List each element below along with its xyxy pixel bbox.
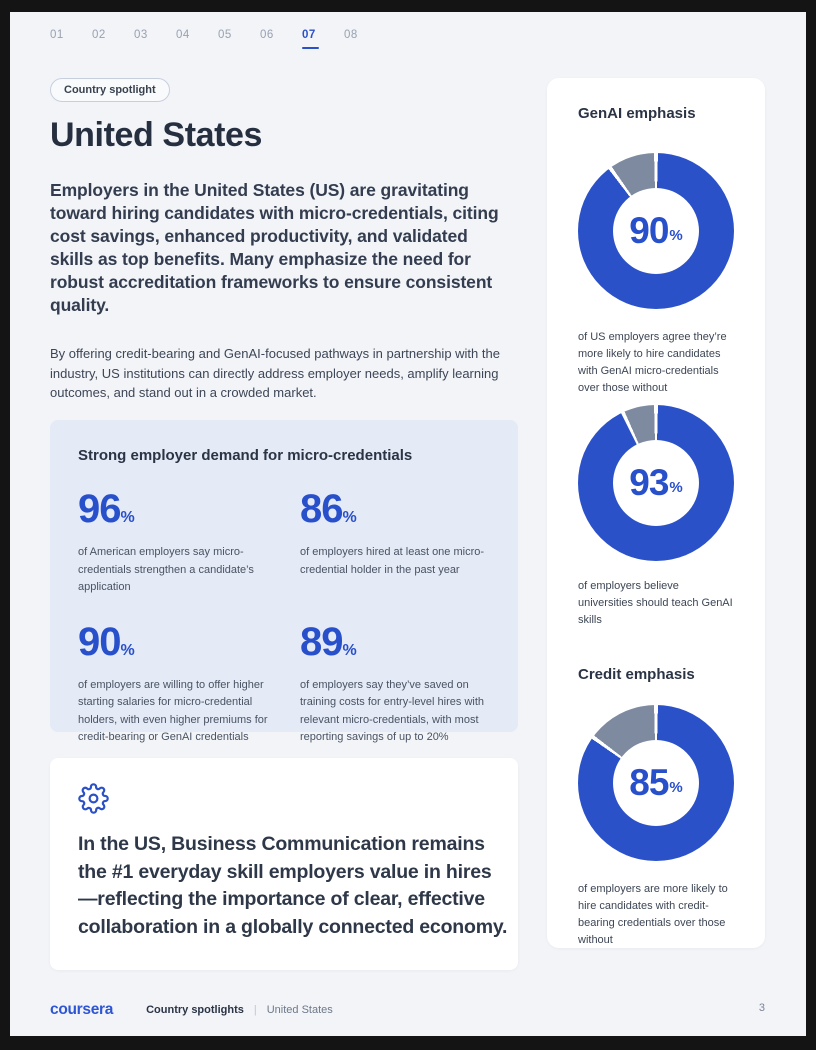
pagination-item-06[interactable]: 06	[260, 29, 274, 41]
donut-center-label: 85 %	[629, 762, 683, 803]
business-communication-callout	[50, 758, 518, 970]
page-number: 3	[758, 1002, 765, 1014]
callout-text: In the US, Business Communication remains the #1 everyday skill employers value in hires—reflecting the importance of clear, effective collaboration in a globally connected economy.	[78, 833, 508, 938]
stat-value: 96%	[78, 487, 135, 531]
stat-caption: of employers hired at least one micro-credential holder in the past year	[300, 546, 485, 576]
pagination-item-07[interactable]: 07	[302, 29, 344, 49]
gear-icon	[78, 783, 109, 814]
report-page	[10, 12, 806, 1036]
country-spotlight-badge: Country spotlight	[50, 78, 170, 102]
emphasis-sidebar-card	[547, 78, 765, 948]
percent-sign: %	[120, 641, 135, 659]
pagination-item-02[interactable]: 02	[92, 29, 106, 41]
donut-caption: of US employers agree they’re more likely to hire candidates with GenAI micro-credentials over those without	[578, 331, 727, 394]
percent-sign: %	[669, 478, 683, 496]
pagination-item-05[interactable]: 05	[218, 29, 232, 41]
stat-caption: of employers say they’ve saved on training costs for entry-level hires with relevant micro-credentials, with most reporting savings of up to 20%	[300, 678, 485, 743]
stat-item	[78, 489, 300, 597]
footer-section-label: Country spotlights	[146, 1004, 244, 1016]
stat-caption: of American employers say micro-credentials strengthen a candidate’s application	[78, 546, 254, 593]
percent-sign: %	[669, 226, 683, 244]
donut-center-label: 90 %	[629, 210, 683, 251]
panel-title: Strong employer demand for micro-credentials	[78, 447, 413, 464]
stat-item	[78, 619, 300, 747]
pagination-item-01[interactable]: 01	[50, 29, 64, 41]
donut-center-label: 93 %	[629, 462, 683, 503]
percent-sign: %	[342, 509, 357, 526]
credit-emphasis-heading: Credit emphasis	[578, 666, 695, 683]
donut-caption: of employers are more likely to hire candidates with credit-bearing credentials over those without	[578, 883, 728, 946]
stat-value: 90%	[78, 619, 135, 664]
stats-grid	[78, 489, 496, 747]
stat-value: 89%	[300, 619, 357, 664]
stat-item	[300, 489, 496, 597]
page-title: United States	[50, 116, 263, 154]
footer-page-label: United States	[266, 1004, 333, 1016]
employer-demand-panel	[50, 420, 518, 743]
pagination-item-03[interactable]: 03	[134, 29, 148, 41]
page-footer	[50, 1001, 333, 1019]
pagination-item-04[interactable]: 04	[176, 29, 190, 41]
donut-chart-genai-universities	[578, 405, 734, 561]
percent-sign: %	[342, 641, 357, 659]
genai-emphasis-heading: GenAI emphasis	[578, 105, 696, 122]
stat-value: 86%	[300, 487, 357, 531]
donut-chart-genai-hiring	[578, 153, 734, 309]
donut-chart-credit-hiring	[578, 705, 734, 861]
percent-sign: %	[669, 778, 683, 796]
intro-body-paragraph: By offering credit-bearing and GenAI-focused pathways in partnership with the industry, US institutions can directly address employer needs, amplify learning outcomes, and stand out in a crowded market.	[50, 346, 500, 400]
page-pagination	[50, 29, 386, 49]
pagination-item-08[interactable]: 08	[344, 29, 358, 41]
donut-caption: of employers believe universities should teach GenAI skills	[578, 580, 733, 626]
stat-item	[300, 619, 496, 747]
percent-sign: %	[120, 509, 135, 526]
intro-lead-paragraph: Employers in the United States (US) are gravitating toward hiring candidates with micro-credentials, citing cost savings, enhanced productivity, and validated skills as top benefits. Many emphasize the need for robust accreditation frameworks to ensure consistent quality.	[50, 180, 499, 315]
stat-caption: of employers are willing to offer higher starting salaries for micro-credential holders, with even higher premiums for credit-bearing or GenAI credentials	[78, 678, 268, 743]
footer-divider: |	[253, 1004, 257, 1016]
coursera-logo: coursera	[50, 1001, 114, 1018]
